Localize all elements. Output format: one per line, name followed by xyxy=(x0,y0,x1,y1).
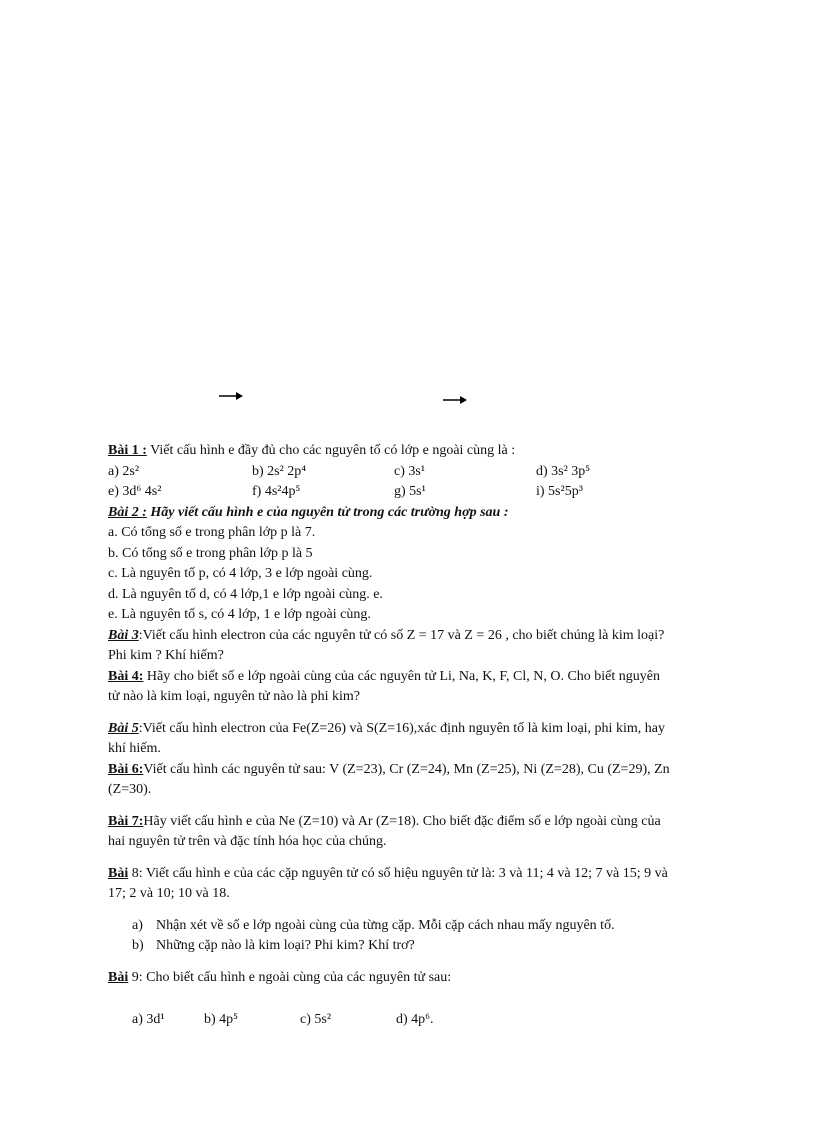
bai9-options xyxy=(108,1010,750,1031)
bai9-label: Bài xyxy=(108,969,129,985)
list-item xyxy=(132,916,750,937)
bai2-item: e. Là nguyên tố s, có 4 lớp, 1 e lớp ngoài cùng. xyxy=(108,607,371,622)
bai4-label: Bài 4: xyxy=(108,668,144,684)
exercise-document xyxy=(108,441,750,1031)
bai9-line xyxy=(108,968,750,989)
list-text: Nhận xét về số e lớp ngoài cùng của từng cặp. Mỗi cặp cách nhau mấy nguyên tố. xyxy=(156,917,615,933)
bai2-item: b. Có tổng số e trong phân lớp p là 5 xyxy=(108,545,313,561)
bai4-line xyxy=(108,667,750,688)
bai5-label: Bài 5 xyxy=(108,720,139,736)
bai3-text: :Viết cấu hình electron của các nguyên tử có số Z = 17 và Z = 26 , cho biết chúng là kim loại? xyxy=(138,627,665,643)
bai7-text: Hãy viết cấu hình e của Ne (Z=10) và Ar (Z=18). Cho biết đặc điểm số e lớp ngoài cùng của xyxy=(143,813,661,829)
bai8-line xyxy=(108,864,750,885)
bai1-heading xyxy=(108,441,750,462)
bai6-line: (Z=30). xyxy=(108,782,152,797)
right-arrow-icon xyxy=(442,392,468,408)
bai1-option: f) 4s²4p⁵ xyxy=(252,484,301,499)
right-arrow-icon xyxy=(218,388,244,404)
bai4-text: Hãy cho biết số e lớp ngoài cùng của các nguyên tử Li, Na, K, F, Cl, N, O. Cho biết nguyên xyxy=(143,668,660,684)
bai9-option: b) 4p⁵ xyxy=(204,1012,239,1027)
bai6-text: Viết cấu hình các nguyên tử sau: V (Z=23), Cr (Z=24), Mn (Z=25), Ni (Z=28), Cu (Z=29), Zn xyxy=(143,761,670,777)
bai6-line xyxy=(108,760,750,781)
bai1-text: Viết cấu hình e đầy đủ cho các nguyên tố có lớp e ngoài cùng là : xyxy=(146,443,516,458)
list-text: Những cặp nào là kim loại? Phi kim? Khí trơ? xyxy=(156,938,415,953)
bai1-option: a) 2s² xyxy=(108,463,140,479)
bai9-option: a) 3d¹ xyxy=(132,1012,165,1027)
bai2-heading xyxy=(108,503,750,524)
bai7-line xyxy=(108,812,750,833)
bai1-row xyxy=(108,482,750,503)
bai2-item: a. Có tổng số e trong phân lớp p là 7. xyxy=(108,525,316,540)
bai8-line: 17; 2 và 10; 10 và 18. xyxy=(108,886,230,901)
bai9-option: c) 5s² xyxy=(300,1012,332,1027)
list-marker: b) xyxy=(132,938,144,953)
bai1-option: e) 3d⁶ 4s² xyxy=(108,484,162,499)
bai3-label: Bài 3 xyxy=(108,627,139,643)
bai9-text: 9: Cho biết cấu hình e ngoài cùng của các nguyên tử sau: xyxy=(128,969,452,985)
bai1-option: i) 5s²5p³ xyxy=(536,484,583,499)
bai6-label: Bài 6: xyxy=(108,761,144,777)
bai8-label: Bài xyxy=(108,865,129,881)
bai1-option: b) 2s² 2p⁴ xyxy=(252,463,307,479)
bai7-label: Bài 7: xyxy=(108,813,144,829)
bai1-option: c) 3s¹ xyxy=(394,463,426,479)
bai7-line: hai nguyên tử trên và đặc tính hóa học của chúng. xyxy=(108,834,387,849)
bai1-option: d) 3s² 3p⁵ xyxy=(536,463,591,479)
bai8-sublist xyxy=(108,916,750,957)
bai5-line xyxy=(108,719,750,740)
bai2-item: c. Là nguyên tố p, có 4 lớp, 3 e lớp ngoài cùng. xyxy=(108,566,373,581)
bai1-label: Bài 1 : xyxy=(108,443,147,458)
bai3-line xyxy=(108,626,750,647)
bai5-line: khí hiếm. xyxy=(108,741,161,756)
bai3-line: Phi kim ? Khí hiếm? xyxy=(108,648,224,663)
bai1-option: g) 5s¹ xyxy=(394,484,426,499)
bai2-label: Bài 2 : xyxy=(108,504,147,520)
list-marker: a) xyxy=(132,917,143,933)
bai1-row xyxy=(108,462,750,483)
bai9-option: d) 4p⁶. xyxy=(396,1012,434,1027)
bai8-text: 8: Viết cấu hình e của các cặp nguyên tử có số hiệu nguyên tử là: 3 và 11; 4 và 12; 7 và 15; 9 và xyxy=(128,865,668,881)
bai2-text: Hãy viết cấu hình e của nguyên tử trong các trường hợp sau : xyxy=(146,504,509,520)
bai2-item: d. Là nguyên tố d, có 4 lớp,1 e lớp ngoài cùng. e. xyxy=(108,586,383,602)
bai4-line: tử nào là kim loại, nguyên tử nào là phi kim? xyxy=(108,689,360,704)
list-item xyxy=(132,936,750,957)
bai5-text: :Viết cấu hình electron của Fe(Z=26) và S(Z=16),xác định nguyên tố là kim loại, phi kim, hay xyxy=(138,720,665,736)
